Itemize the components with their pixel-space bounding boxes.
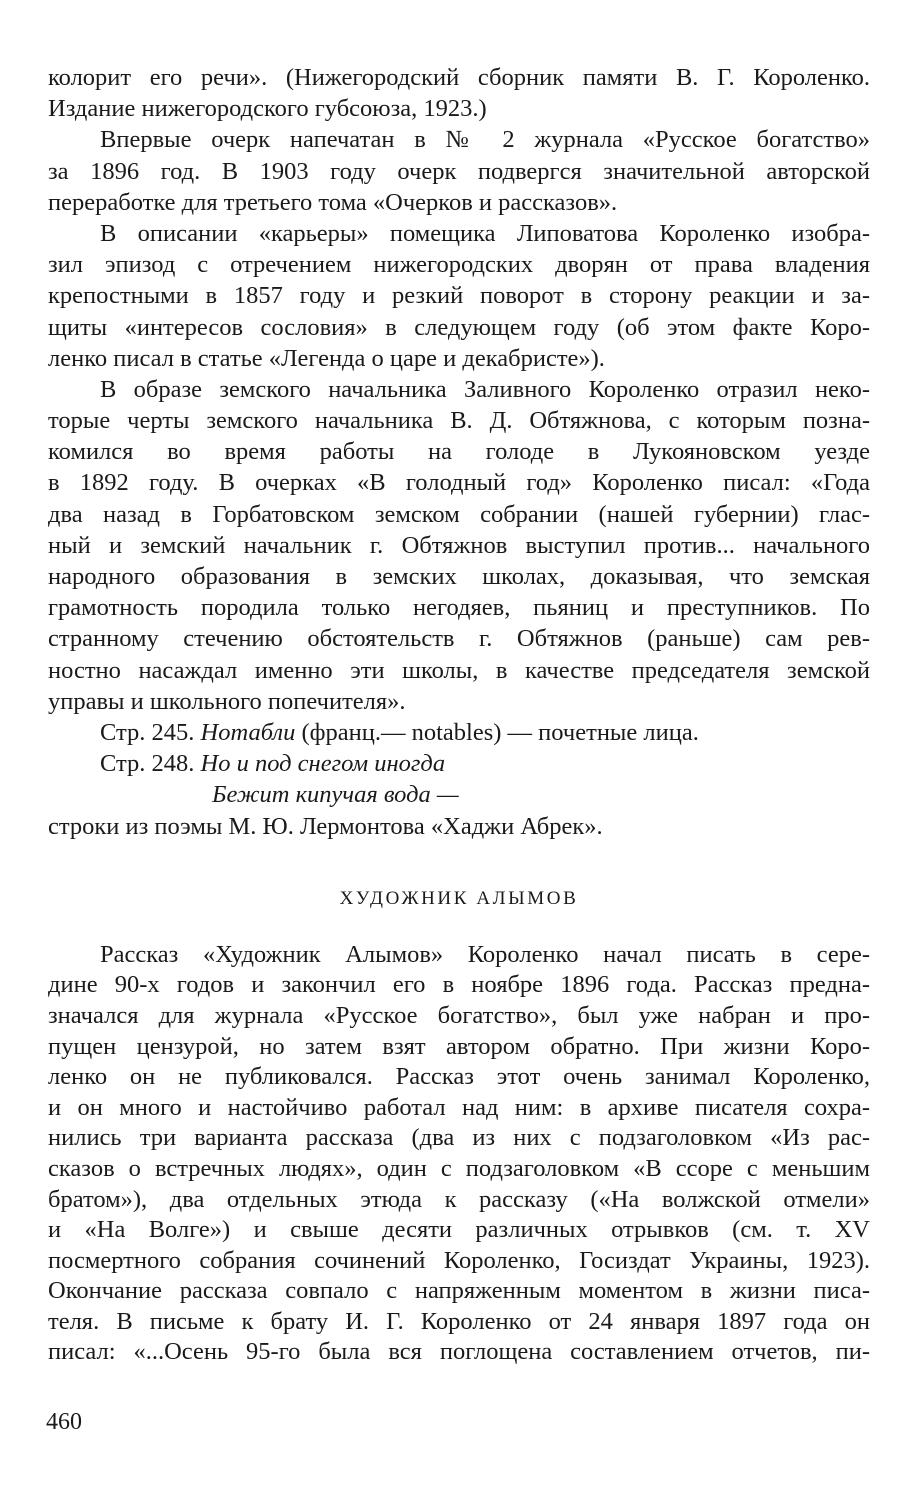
paragraph	[48, 124, 870, 218]
commentary-part-2	[48, 940, 870, 1368]
note-source-text: строки из поэмы М. Ю. Лермонтова «Хаджи Абрек».	[48, 812, 603, 840]
text-line: за 1896 год. В 1903 году очерк подвергся значительной авторской	[48, 157, 870, 185]
note-quote-continuation	[48, 779, 870, 810]
note-term: Нотабли	[200, 718, 296, 746]
paragraph	[48, 374, 870, 717]
text-line: народного образования в земских школах, доказывая, что земская	[48, 563, 870, 590]
section-heading: ХУДОЖНИК АЛЫМОВ	[339, 887, 579, 909]
text-line: В образе земского начальника Заливного Короленко отразил неко-	[100, 375, 870, 403]
text-line: писал: «...Осень 95-го была вся поглощена составлением отчетов, пи-	[48, 1338, 870, 1366]
text-line: торые черты земского начальника В. Д. Обтяжнова, с которым позна-	[48, 407, 870, 435]
text-line: братом»), два отдельных этюда к рассказу («На волжской отмели»	[48, 1185, 870, 1213]
text-line: грамотность породила только негодяев, пьяниц и преступников. По	[48, 594, 870, 622]
text-line: ленко писал в статье «Легенда о царе и декабристе»).	[48, 344, 605, 372]
text-line: В описании «карьеры» помещика Липоватова Короленко изобра-	[100, 219, 870, 247]
text-line: в 1892 году. В очерках «В голодный год» Короленко писал: «Года	[48, 469, 870, 497]
text-line: значался для журнала «Русское богатство», был уже набран и про-	[48, 1001, 870, 1029]
note-ref: Стр. 245.	[100, 718, 201, 746]
text-line: зил эпизод с отречением нижегородских дворян от права владения	[48, 251, 870, 279]
text-line: посмертного собрания сочинений Короленко, Госиздат Украины, 1923).	[48, 1246, 870, 1274]
text-line: Издание нижегородского губсоюза, 1923.)	[48, 95, 487, 123]
note-quote-source	[48, 811, 870, 842]
text-line: сказов о встречных людях», один с подзаголовком «В ссоре с меньшим	[48, 1154, 870, 1182]
note-ref: Стр. 248.	[100, 750, 201, 778]
text-line: крепостными в 1857 году и резкий поворот в сторону реакции и за-	[48, 282, 870, 310]
page-content	[48, 62, 870, 1368]
text-line: колорит его речи». (Нижегородский сборник памяти В. Г. Короленко.	[48, 64, 870, 91]
text-line: переработке для третьего тома «Очерков и рассказов».	[48, 188, 618, 216]
commentary-part-1	[48, 62, 870, 717]
page-notes	[48, 717, 870, 842]
note-quote-line: Но и под снегом иногда	[200, 750, 446, 778]
text-line: управы и школьного попечителя».	[48, 687, 406, 715]
text-line: и он много и настойчиво работал над ним: в архиве писателя сохра-	[48, 1093, 870, 1121]
text-line: пущен цензурой, но затем взят автором обратно. При жизни Коро-	[48, 1032, 870, 1060]
note-page-245	[48, 717, 870, 748]
text-line: теля. В письме к брату И. Г. Короленко от 24 января 1897 года он	[48, 1307, 870, 1335]
text-line: комился во время работы на голоде в Лукояновском уезде	[48, 438, 870, 466]
text-line: щиты «интересов сословия» в следующем году (об этом факте Коро-	[48, 313, 870, 341]
note-page-248	[48, 748, 870, 779]
paragraph	[48, 218, 870, 374]
page-number: 460	[46, 1409, 82, 1435]
text-line: нились три варианта рассказа (два из них с подзаголовком «Из рас-	[48, 1124, 870, 1152]
text-line: Окончание рассказа совпало с напряженным моментом в жизни писа-	[48, 1277, 870, 1305]
text-line: дине 90-х годов и закончил его в ноябре 1896 года. Рассказ предна-	[48, 971, 870, 999]
text-line: Впервые очерк напечатан в № 2 журнала «Русское богатство»	[100, 126, 870, 154]
text-line: ный и земский начальник г. Обтяжнов выступил против... начального	[48, 531, 870, 559]
text-line: два назад в Горбатовском земском собрании (нашей губернии) глас-	[48, 500, 870, 528]
text-line: и «На Волге») и свыше десяти различных отрывков (см. т. XV	[48, 1216, 870, 1244]
note-gloss: (франц.— notables) — почетные лица.	[295, 718, 699, 746]
text-line: странному стечению обстоятельств г. Обтяжнов (раньше) сам рев-	[48, 625, 870, 653]
text-line: ностно насаждал именно эти школы, в качестве председателя земской	[48, 656, 870, 684]
note-quote-line: Бежит кипучая вода —	[212, 781, 459, 809]
text-line: ленко он не публиковался. Рассказ этот очень занимал Короленко,	[48, 1063, 870, 1091]
text-line: Рассказ «Художник Алымов» Короленко начал писать в сере-	[100, 940, 870, 968]
paragraph	[48, 62, 870, 124]
